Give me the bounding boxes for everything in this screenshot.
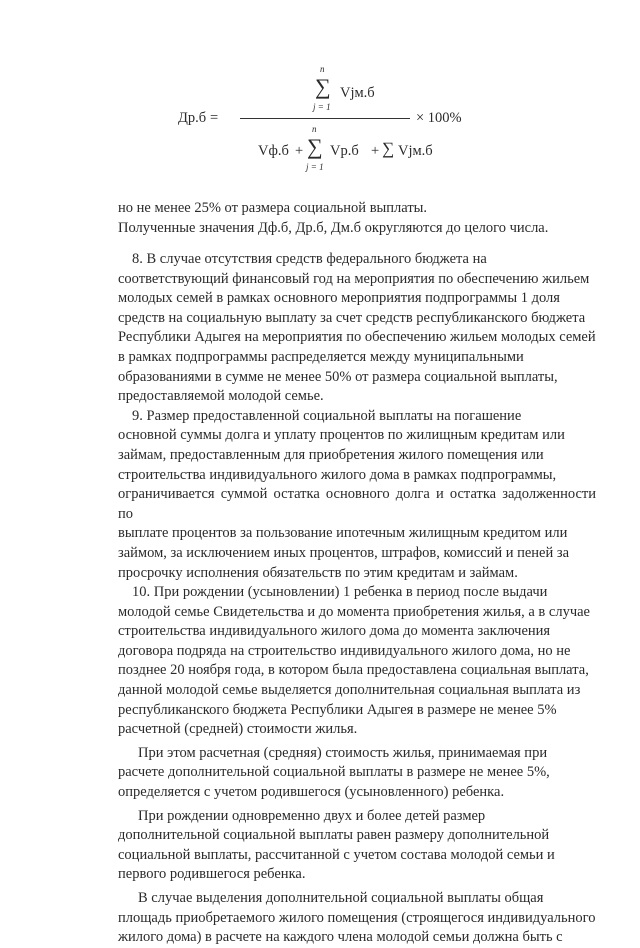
p11-line: При этом расчетная (средняя) стоимость жилья, принимаемая при <box>138 744 548 761</box>
formula <box>0 0 640 200</box>
num-sum-lower: j = 1 <box>313 102 331 112</box>
p10-line: 10. При рождении (усыновлении) 1 ребенка в период после выдачи <box>132 584 548 601</box>
p12-line: социальной выплаты, рассчитанной с учетом состава молодой семьи и <box>118 846 555 863</box>
p9-line: основной суммы долга и уплату процентов по жилищным кредитам или <box>118 427 565 444</box>
formula-lhs: Др.б <box>178 110 207 126</box>
paragraph-8 <box>118 250 596 407</box>
p9-line: просрочку исполнения обязательств по этим кредитам и займам. <box>118 564 518 581</box>
den-sum-lower: j = 1 <box>306 162 324 172</box>
paragraph-11 <box>118 744 596 803</box>
paragraph-13 <box>118 889 596 948</box>
den-sigma-2: ∑ <box>382 139 395 158</box>
p13-line: жилого дома) в расчете на каждого члена молодой семьи должна быть с <box>118 929 563 946</box>
p8-line: соответствующий финансовый год на мероприятия по обеспечению жильем <box>118 270 590 287</box>
p9-line: строительства индивидуального жилого дома в рамках подпрограммы, <box>118 466 557 483</box>
p9-line: 9. Размер предоставленной социальной выплаты на погашение <box>132 407 522 424</box>
den-sum-upper: n <box>312 124 317 134</box>
p10-line: данной молодой семье выделяется дополнительная социальная выплата из <box>118 682 581 699</box>
p9-line: займом, за исключением иных процентов, штрафов, комиссий и пеней за <box>118 544 570 561</box>
p8-line: в рамках подпрограммы распределяется между муниципальными <box>118 348 524 365</box>
p9-line: ограничивается суммой остатка основного долга и остатка задолженности по <box>118 486 596 522</box>
den-term2: Vр.б <box>330 143 359 159</box>
p10-line: позднее 20 ноября года, в котором была предоставлена социальная выплата, <box>118 662 589 679</box>
p11-line: определяется с учетом родившегося (усыновленного) ребенка. <box>118 784 505 801</box>
den-plus1: + <box>295 143 304 159</box>
p8-line: образованиями в сумме не менее 50% от размера социальной выплаты, <box>118 368 558 385</box>
p13-line: В случае выделения дополнительной социальной выплаты общая <box>138 890 544 906</box>
p8-line: Республики Адыгея на мероприятия по обеспечению жильем молодых семей <box>118 329 596 346</box>
num-sum-upper: n <box>320 64 325 74</box>
num-sigma: ∑ <box>315 74 331 99</box>
p8-line: молодых семей в рамках основного мероприятия подпрограммы 1 доля <box>118 290 560 307</box>
paragraph-10 <box>118 583 596 740</box>
formula-notes <box>118 199 596 238</box>
fraction-bar <box>240 118 410 119</box>
paragraph-12 <box>118 807 596 885</box>
p8-line: 8. В случае отсутствия средств федерального бюджета на <box>132 251 487 267</box>
den-term3: Vjм.б <box>398 143 433 159</box>
formula-note-1: но не менее 25% от размера социальной выплаты. <box>118 200 428 216</box>
formula-equals: = <box>210 110 219 126</box>
p10-line: расчетной (средней) стоимости жилья. <box>118 721 358 738</box>
formula-times: × 100% <box>416 110 462 126</box>
p10-line: молодой семье Свидетельства и до момента приобретения жилья, а в случае <box>118 603 590 620</box>
p9-line: выплате процентов за пользование ипотечным жилищным кредитом или <box>118 525 568 542</box>
p10-line: договора подряда на строительство индивидуального жилого дома, но не <box>118 642 571 659</box>
p12-line: первого родившегося ребенка. <box>118 866 306 883</box>
p8-line: средств на социальную выплату за счет средств республиканского бюджета <box>118 309 586 326</box>
p8-line: предоставляемой молодой семье. <box>118 388 324 405</box>
p9-line: займам, предоставленным для приобретения жилого помещения или <box>118 446 544 463</box>
p10-line: республиканского бюджета Республики Адыгея в размере не менее 5% <box>118 701 557 718</box>
paragraph-9 <box>118 407 596 583</box>
body-text <box>118 250 596 948</box>
den-plus2: + <box>371 143 380 159</box>
formula-note-2: Полученные значения Дф.б, Др.б, Дм.б округляются до целого числа. <box>118 219 549 236</box>
p12-line: дополнительной социальной выплаты равен размеру дополнительной <box>118 827 550 844</box>
p13-line: площадь приобретаемого жилого помещения (строящегося индивидуального <box>118 909 596 926</box>
p12-line: При рождении одновременно двух и более детей размер <box>138 807 486 824</box>
den-term1: Vф.б <box>258 143 289 159</box>
p11-line: расчете дополнительной социальной выплаты в размере не менее 5%, <box>118 764 550 781</box>
num-term: Vjм.б <box>340 85 375 101</box>
p10-line: строительства индивидуального жилого дома до момента заключения <box>118 623 551 640</box>
den-sigma: ∑ <box>307 134 323 159</box>
